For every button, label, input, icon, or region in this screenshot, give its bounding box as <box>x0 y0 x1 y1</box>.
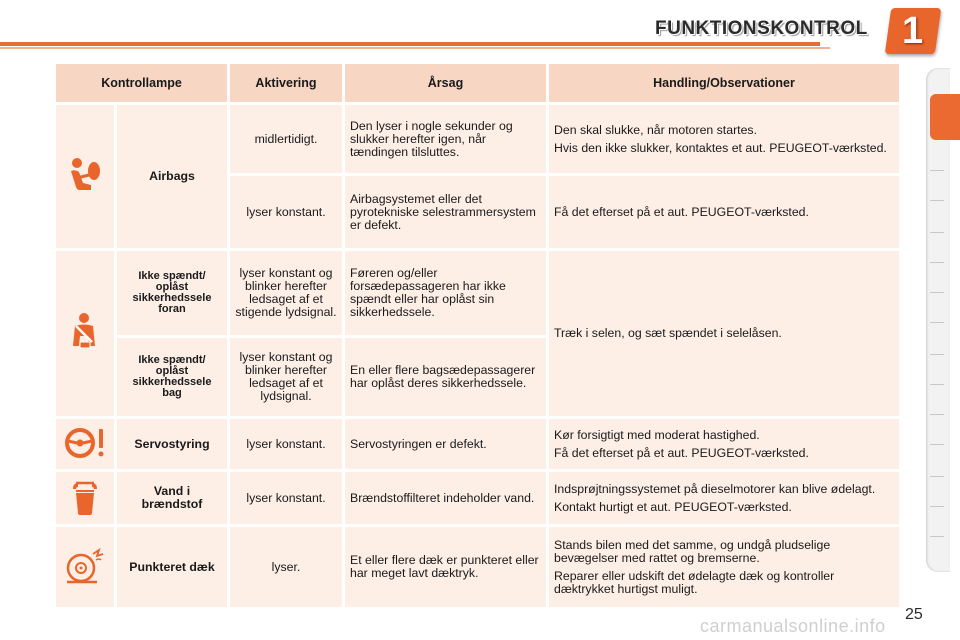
activation-cell: lyser konstant. <box>230 419 342 469</box>
action-cell <box>549 472 899 524</box>
header-stripe-main <box>0 42 820 46</box>
chapter-tab-divider <box>930 292 944 293</box>
water-in-fuel-icon-cell <box>56 472 114 524</box>
action-cell <box>549 105 899 173</box>
chapter-tab-divider <box>930 476 944 477</box>
table-row <box>56 251 899 335</box>
column-header: Årsag <box>345 64 546 102</box>
action-cell <box>549 419 899 469</box>
chapter-tab-divider <box>930 536 944 537</box>
action-cell <box>549 251 899 416</box>
action-text: Stands bilen med det samme, og undgå pludselige bevægelser med rattet og bremserne. <box>554 537 831 565</box>
lamp-name: Ikke spændt/ oplåst sikkerhedssele foran <box>117 251 227 335</box>
cause-cell: Føreren og/eller forsædepassageren har ikke spændt eller har oplåst sin sikkerhedssele. <box>345 251 546 335</box>
activation-cell: lyser konstant. <box>230 472 342 524</box>
chapter-tab-rail <box>926 68 950 572</box>
airbag-icon-cell <box>56 105 114 248</box>
chapter-tab-active[interactable] <box>930 94 960 140</box>
chapter-tab-divider <box>930 200 944 201</box>
cause-cell: Brændstoffilteret indeholder vand. <box>345 472 546 524</box>
lamp-name: Servostyring <box>117 419 227 469</box>
chapter-tab-divider <box>930 354 944 355</box>
chapter-tab-divider <box>930 170 944 171</box>
cause-cell: Den lyser i nogle sekunder og slukker herefter igen, når tændingen tilsluttes. <box>345 105 546 173</box>
action-cell <box>549 527 899 607</box>
chapter-tab-divider <box>930 232 944 233</box>
activation-cell: lyser. <box>230 527 342 607</box>
lamp-name: Punkteret dæk <box>117 527 227 607</box>
header-stripe-thin <box>0 47 830 49</box>
action-text: Hvis den ikke slukker, kontaktes et aut. PEUGEOT-værksted. <box>554 140 887 155</box>
table-row <box>56 472 899 524</box>
table-row <box>56 419 899 469</box>
cause-cell: Servostyringen er defekt. <box>345 419 546 469</box>
table-header-row <box>56 64 899 102</box>
chapter-title: FUNKTIONSKONTROL <box>655 18 868 39</box>
activation-cell: lyser konstant og blinker herefter ledsaget af et lydsignal. <box>230 338 342 416</box>
power-steering-icon-cell <box>56 419 114 469</box>
lamp-name: Ikke spændt/ oplåst sikkerhedssele bag <box>117 338 227 416</box>
column-header: Kontrollampe <box>56 64 227 102</box>
table-row <box>56 527 899 607</box>
action-text: Få det efterset på et aut. PEUGEOT-værksted. <box>554 204 809 219</box>
action-text: Kør forsigtigt med moderat hastighed. <box>554 427 760 442</box>
action-text: Få det efterset på et aut. PEUGEOT-værksted. <box>554 445 809 460</box>
seatbelt-icon <box>67 341 103 355</box>
cause-cell: Et eller flere dæk er punkteret eller har meget lavt dæktryk. <box>345 527 546 607</box>
chapter-number-badge <box>885 8 941 54</box>
page-number: 25 <box>905 606 923 623</box>
chapter-tab-divider <box>930 322 944 323</box>
watermark: carmanualsonline.info <box>700 616 886 636</box>
flat-tyre-icon <box>63 575 107 589</box>
action-text: Reparer eller udskift det ødelagte dæk og kontroller dæktrykket hurtigst muligt. <box>554 568 835 596</box>
activation-cell: midlertidigt. <box>230 105 342 173</box>
warning-lamp-table <box>53 61 902 610</box>
chapter-tab-divider <box>930 414 944 415</box>
flat-tyre-icon-cell <box>56 527 114 607</box>
action-text: Træk i selen, og sæt spændet i selelåsen. <box>554 326 782 340</box>
cause-cell: Airbagsystemet eller det pyrotekniske selestrammersystem er defekt. <box>345 176 546 248</box>
airbag-icon <box>65 184 105 198</box>
chapter-tab-divider <box>930 384 944 385</box>
chapter-tab-divider <box>930 506 944 507</box>
column-header: Aktivering <box>230 64 342 102</box>
power-steering-icon <box>63 450 107 464</box>
action-text: Indsprøjtningssystemet på dieselmotorer kan blive ødelagt. <box>554 481 876 496</box>
cause-cell: En eller flere bagsædepassagerer har oplåst deres sikkerhedssele. <box>345 338 546 416</box>
action-text: Den skal slukke, når motoren startes. <box>554 122 757 137</box>
activation-cell: lyser konstant og blinker herefter ledsaget af et stigende lydsignal. <box>230 251 342 335</box>
lamp-name: Vand i brændstof <box>117 472 227 524</box>
action-cell <box>549 176 899 248</box>
chapter-tab-divider <box>930 262 944 263</box>
lamp-name: Airbags <box>117 105 227 248</box>
activation-cell: lyser konstant. <box>230 176 342 248</box>
action-text: Kontakt hurtigt et aut. PEUGEOT-værksted. <box>554 499 792 514</box>
chapter-number: 1 <box>902 10 924 52</box>
seatbelt-icon-cell <box>56 251 114 416</box>
table-row <box>56 105 899 173</box>
water-in-fuel-icon <box>68 506 102 520</box>
column-header: Handling/Observationer <box>549 64 899 102</box>
chapter-tab-divider <box>930 444 944 445</box>
